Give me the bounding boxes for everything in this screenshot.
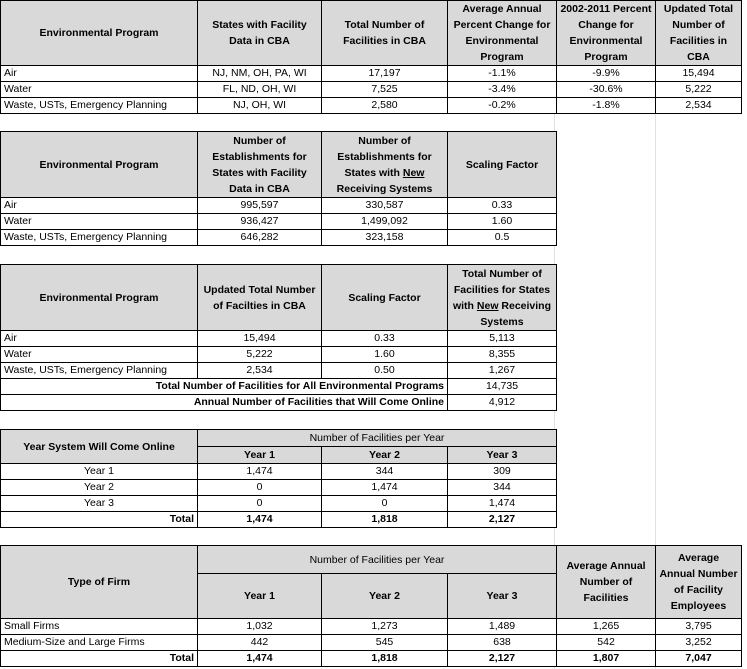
header-scaling-factor: Scaling Factor: [448, 132, 557, 198]
total-row: Total 1,474 1,818 2,127 1,807 7,047: [1, 651, 742, 667]
header-environmental-program: Environmental Program: [1, 132, 198, 198]
total-row: Total 1,474 1,818 2,127: [1, 512, 557, 528]
table-row: Year 3 0 0 1,474: [1, 496, 557, 512]
annual-online-row: Annual Number of Facilities that Will Come Online 4,912: [1, 395, 557, 411]
year-online-table: Year System Will Come Online Number of Facilities per Year Year 1 Year 2 Year 3 Year 1 1,474 344 309 Year 2 0 1,474 344 Year 3 0 0 1,474 Total 1,474 1,818 2,127: [0, 429, 557, 528]
table-row: Water 5,222 1.60 8,355: [1, 347, 557, 363]
facilities-update-table: [0, 0, 742, 114]
header-environmental-program: Environmental Program: [1, 1, 198, 66]
header-scaling-factor: Scaling Factor: [322, 265, 448, 331]
header-updated-total: Updated Total Number of Facilities in CBA: [656, 1, 742, 66]
table-row: Medium-Size and Large Firms 442 545 638 542 3,252: [1, 635, 742, 651]
header-avg-employees: Average Annual Number of Facility Employees: [656, 546, 742, 619]
table-row: Waste, USTs, Emergency Planning NJ, OH, WI 2,580 -0.2% -1.8% 2,534: [1, 98, 742, 114]
header-total-new-receiving: Total Number of Facilities for States with New Receiving Systems: [448, 265, 557, 331]
header-total-facilities: Total Number of Facilities in CBA: [322, 1, 448, 66]
header-facilities-per-year: Number of Facilities per Year: [198, 546, 557, 574]
table-row: Waste, USTs, Emergency Planning 646,282 323,158 0.5: [1, 230, 557, 246]
scaling-factor-table: [0, 131, 557, 246]
firm-type-table: Type of Firm Number of Facilities per Year Average Annual Number of Facilities Average Annual Number of Facility Employees Year 1 Year 2 Year 3 Small Firms 1,032 1,273 1,489 1,265 3,795 Medium-Size and Large Firms 442 545 638 542 3,252 Total 1,474 1,818 2,127 1,807 7,047: [0, 545, 742, 667]
header-establishments-new: Number of Establishments for States with New Receiving Systems: [322, 132, 448, 198]
header-states-with-data: States with Facility Data in CBA: [198, 1, 322, 66]
header-environmental-program: Environmental Program: [1, 265, 198, 331]
table-row: Air 15,494 0.33 5,113: [1, 331, 557, 347]
table-row: Waste, USTs, Emergency Planning 2,534 0.50 1,267: [1, 363, 557, 379]
header-establishments-cba: Number of Establishments for States with Facility Data in CBA: [198, 132, 322, 198]
header-avg-annual-change: Average Annual Percent Change for Environmental Program: [448, 1, 557, 66]
table-row: Water FL, ND, OH, WI 7,525 -3.4% -30.6% 5,222: [1, 82, 742, 98]
table-row: Small Firms 1,032 1,273 1,489 1,265 3,795: [1, 619, 742, 635]
header-avg-facilities: Average Annual Number of Facilities: [557, 546, 656, 619]
header-type-of-firm: Type of Firm: [1, 546, 198, 619]
total-all-programs-row: Total Number of Facilities for All Environmental Programs 14,735: [1, 379, 557, 395]
header-facilities-per-year: Number of Facilities per Year: [198, 430, 557, 447]
table-row: Year 2 0 1,474 344: [1, 480, 557, 496]
table-row: Water 936,427 1,499,092 1.60: [1, 214, 557, 230]
header-updated-total: Updated Total Number of Facilties in CBA: [198, 265, 322, 331]
table-row: Air NJ, NM, OH, PA, WI 17,197 -1.1% -9.9% 15,494: [1, 66, 742, 82]
table-row: Year 1 1,474 344 309: [1, 464, 557, 480]
table-row: Air 995,597 330,587 0.33: [1, 198, 557, 214]
header-year-online: Year System Will Come Online: [1, 430, 198, 464]
header-2002-2011-change: 2002-2011 Percent Change for Environmental Program: [557, 1, 656, 66]
receiving-systems-table: [0, 264, 557, 411]
